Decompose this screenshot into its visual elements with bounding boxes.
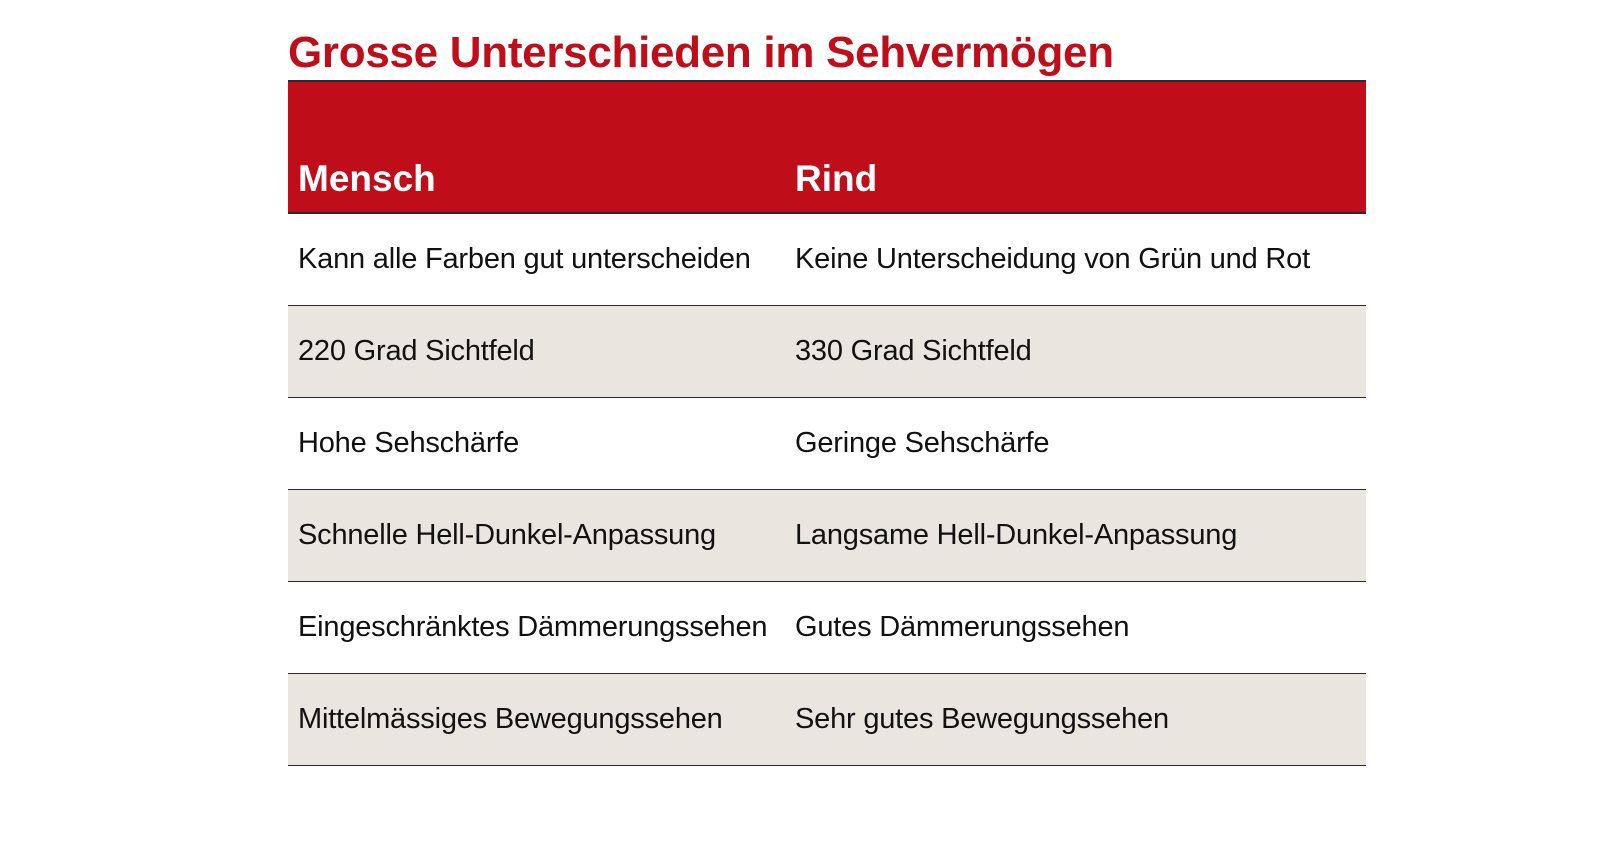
cell-human: Mittelmässiges Bewegungssehen [298, 703, 723, 735]
table-row [288, 490, 1366, 582]
table-row [288, 674, 1366, 766]
cell-human: Hohe Sehschärfe [298, 427, 520, 459]
cell-cattle: Keine Unterscheidung von Grün und Rot [795, 243, 1310, 275]
table-row [288, 582, 1366, 674]
page-title: Grosse Unterschieden im Sehvermögen [288, 28, 1114, 77]
cell-cattle: Sehr gutes Bewegungssehen [795, 703, 1169, 735]
table-header [288, 82, 1366, 214]
comparison-table [288, 80, 1366, 766]
cell-human: 220 Grad Sichtfeld [298, 335, 535, 367]
cell-cattle: Langsame Hell-Dunkel-Anpassung [795, 519, 1238, 551]
header-human: Mensch [298, 158, 436, 199]
table-row [288, 398, 1366, 490]
table-row [288, 214, 1366, 306]
table-row [288, 306, 1366, 398]
cell-cattle: 330 Grad Sichtfeld [795, 335, 1032, 367]
cell-cattle: Gutes Dämmerungssehen [795, 611, 1130, 643]
header-cattle: Rind [795, 158, 878, 199]
comparison-infographic [288, 22, 1366, 766]
cell-cattle: Geringe Sehschärfe [795, 427, 1050, 459]
cell-human: Kann alle Farben gut unterscheiden [298, 243, 751, 275]
cell-human: Eingeschränktes Dämmerungssehen [298, 611, 768, 643]
cell-human: Schnelle Hell-Dunkel-Anpassung [298, 519, 716, 551]
